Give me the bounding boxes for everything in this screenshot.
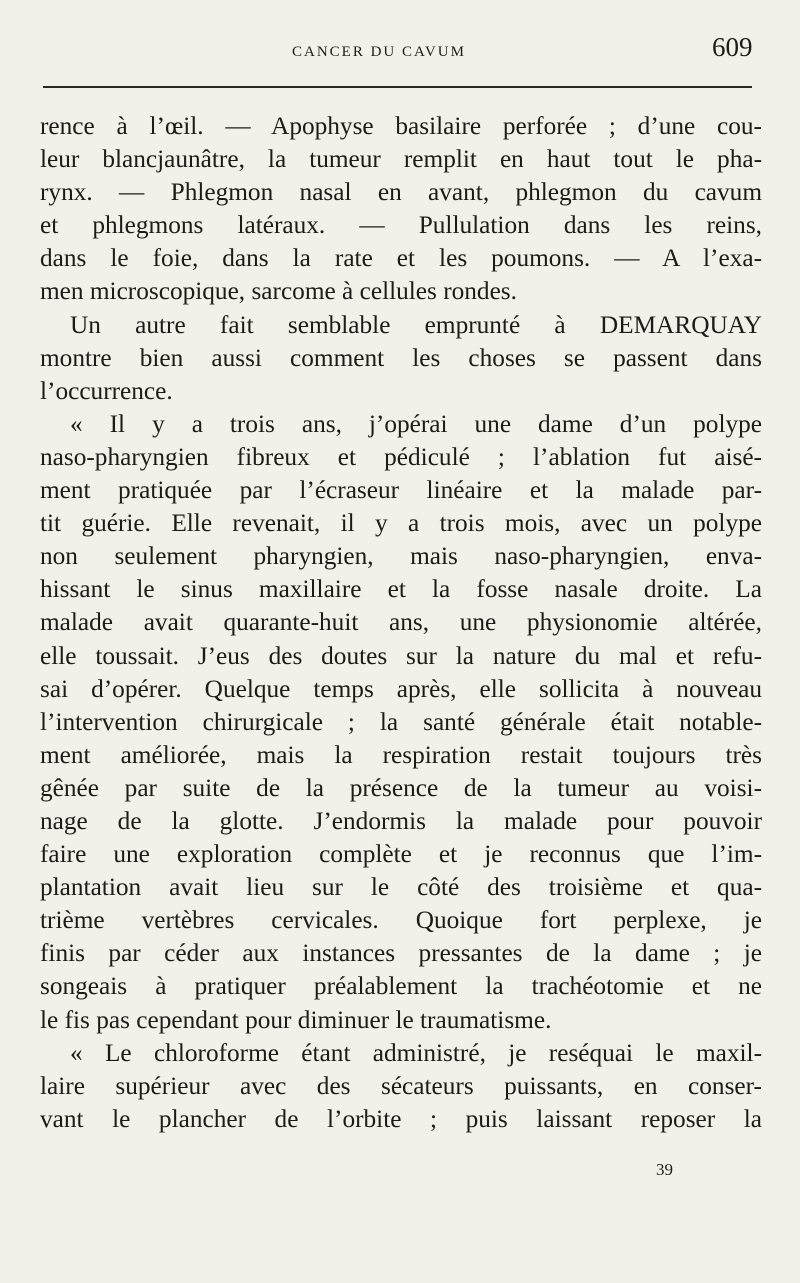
header-rule: [43, 86, 752, 88]
text-line: non seulement pharyngien, mais naso-pharyngien, enva-: [40, 542, 762, 571]
text-line: l’occurrence.: [40, 376, 173, 405]
text-line: le fis pas cependant pour diminuer le traumatisme.: [40, 1005, 552, 1034]
text-line: finis par céder aux instances pressantes de la dame ; je: [40, 939, 762, 968]
text-line: men microscopique, sarcome à cellules rondes.: [40, 277, 517, 306]
text-line: songeais à pratiquer préalablement la trachéotomie et ne: [40, 972, 762, 1001]
text-line: malade avait quarante-huit ans, une physionomie altérée,: [40, 608, 762, 637]
text-line: laire supérieur avec des sécateurs puissants, en conser-: [40, 1071, 762, 1100]
text-line: gênée par suite de la présence de la tumeur au voisi-: [40, 773, 762, 802]
text-line: nage de la glotte. J’endormis la malade pour pouvoir: [40, 806, 762, 835]
text-line: naso-pharyngien fibreux et pédiculé ; l’ablation fut aisé-: [40, 442, 762, 471]
signature-mark: 39: [656, 1160, 673, 1179]
text-line: elle toussait. J’eus des doutes sur la nature du mal et refu-: [40, 641, 762, 670]
text-line: « Le chloroforme étant administré, je reséquai le maxil-: [70, 1038, 762, 1067]
text-line: montre bien aussi comment les choses se passent dans: [40, 343, 762, 372]
text-line: faire une exploration complète et je reconnus que l’im-: [40, 840, 762, 869]
text-line: « Il y a trois ans, j’opérai une dame d’un polype: [70, 409, 762, 438]
text-line: tit guérie. Elle revenait, il y a trois mois, avec un polype: [40, 509, 762, 538]
text-line: ment améliorée, mais la respiration restait toujours très: [40, 740, 762, 769]
text-line: ment pratiquée par l’écraseur linéaire et la malade par-: [40, 476, 762, 505]
text-line: leur blancjaunâtre, la tumeur remplit en haut tout le pha-: [40, 145, 762, 174]
text-line: hissant le sinus maxillaire et la fosse nasale droite. La: [40, 575, 762, 604]
page-number: 609: [712, 32, 753, 62]
running-head: [0, 28, 800, 68]
text-line: Un autre fait semblable emprunté à DEMARQUAY: [70, 310, 762, 339]
running-title: CANCER DU CAVUM: [292, 44, 466, 60]
text-line: plantation avait lieu sur le côté des troisième et qua-: [40, 873, 762, 902]
text-line: dans le foie, dans la rate et les poumons. — A l’exa-: [40, 244, 762, 273]
text-line: sai d’opérer. Quelque temps après, elle sollicita à nouveau: [40, 674, 762, 703]
text-line: vant le plancher de l’orbite ; puis laissant reposer la: [40, 1104, 762, 1133]
text-line: rence à l’œil. — Apophyse basilaire perforée ; d’une cou-: [40, 112, 762, 140]
text-line: et phlegmons latéraux. — Pullulation dans les reins,: [40, 211, 762, 240]
text-line: trième vertèbres cervicales. Quoique fort perplexe, je: [40, 906, 762, 935]
text-line: l’intervention chirurgicale ; la santé générale était notable-: [40, 707, 762, 736]
text-line: rynx. — Phlegmon nasal en avant, phlegmon du cavum: [40, 178, 762, 207]
body-text: [40, 110, 762, 1136]
